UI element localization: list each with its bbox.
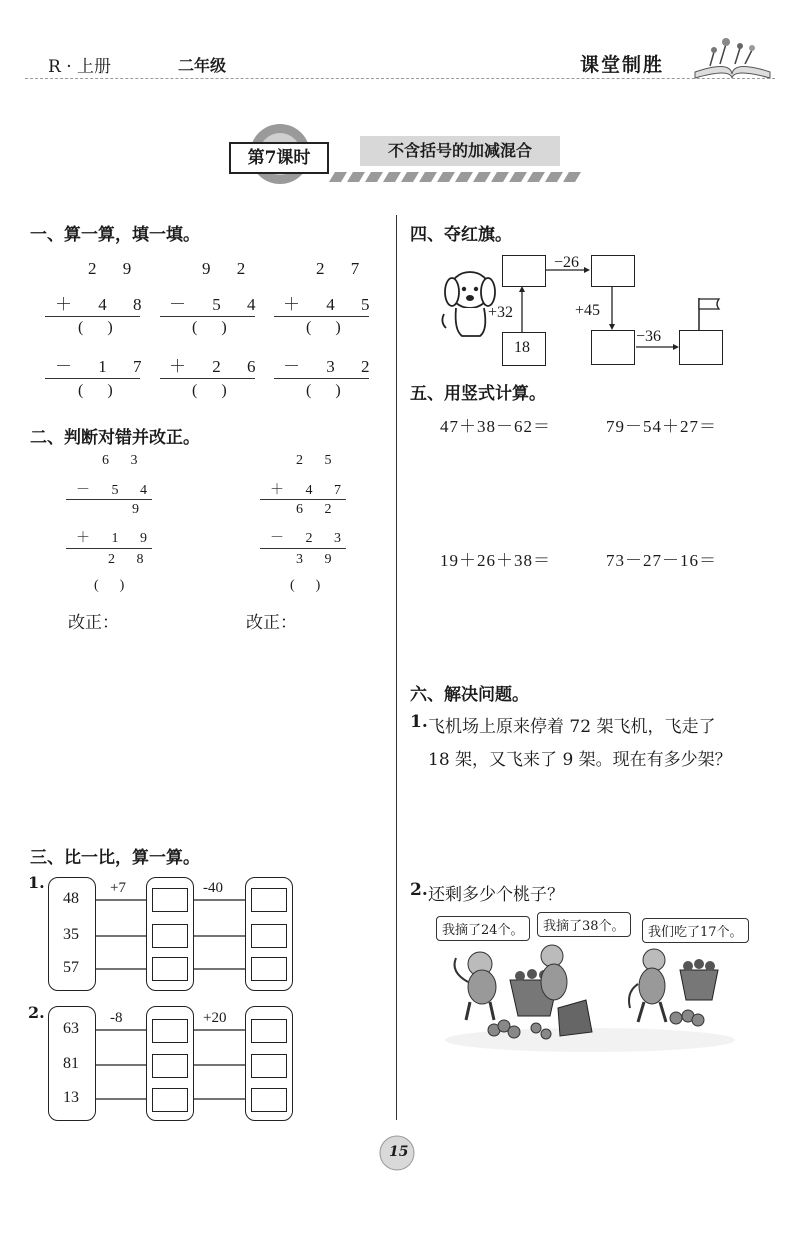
- page-number: 15: [389, 1144, 409, 1160]
- s3-p2-end-box-3[interactable]: [251, 1088, 287, 1112]
- s2-a-row1: 6 3: [102, 453, 147, 468]
- s1-p1-line1: [45, 316, 140, 317]
- column-divider: [396, 215, 397, 1120]
- s2-a-judgement: ( ): [94, 578, 125, 593]
- lesson-number: 第7课时: [229, 142, 329, 174]
- speech-bubble-3: 我们吃了17个。: [642, 918, 749, 943]
- s2-b-row1: 2 5: [296, 453, 341, 468]
- s6-q2-text: 还剩多少个桃子？: [428, 885, 564, 905]
- s4-op-down: +45: [575, 302, 601, 319]
- s1-p1-answer2: ( ): [78, 382, 113, 399]
- s2-a-row3: 9: [132, 502, 148, 517]
- s1-p1-line2: [45, 378, 140, 379]
- s3-p2-mid-box-2[interactable]: [152, 1054, 188, 1078]
- header-brand: 课堂制胜: [580, 54, 665, 76]
- s1-p2-op1: － 5 4: [169, 295, 267, 314]
- s1-p2-top: 9 2: [202, 259, 257, 278]
- section-4-title: 四、夺红旗。: [410, 225, 512, 245]
- s6-q1-line2: 18 架，又飞来了 9 架。现在有多少架？: [428, 750, 732, 770]
- s4-op-right1: −26: [554, 254, 580, 271]
- s1-p3-answer1: ( ): [306, 319, 341, 336]
- s3-p1-end-box-2[interactable]: [251, 924, 287, 948]
- section-3-title: 三、比一比，算一算。: [30, 848, 200, 868]
- s1-p3-top: 2 7: [316, 259, 371, 278]
- open-book-logo-icon: [690, 30, 775, 80]
- s4-start-value: 18: [514, 339, 530, 356]
- s2-b-row3: 6 2: [296, 502, 341, 517]
- s3-p1-num-1: 48: [63, 890, 79, 907]
- s3-p2-op2: +20: [203, 1010, 227, 1026]
- s3-p2-label: 2.: [28, 1003, 45, 1022]
- s2-b-row4: － 2 3: [270, 531, 350, 546]
- s1-p1-op1: ＋ 4 8: [55, 295, 153, 314]
- s1-p2-line1: [160, 316, 255, 317]
- s6-q2-number: 2.: [410, 880, 428, 900]
- lesson-topic: 不含括号的加减混合: [360, 136, 560, 166]
- s5-expr-2: 79－54＋27＝: [606, 417, 717, 436]
- s3-p1-num-2: 35: [63, 926, 79, 943]
- s2-b-line1: [260, 499, 346, 500]
- s1-p1-op2: － 1 7: [55, 357, 153, 376]
- red-flag-icon: [693, 296, 723, 332]
- s2-a-row2: － 5 4: [76, 483, 156, 498]
- s3-p2-num-2: 81: [63, 1055, 79, 1072]
- section-1-title: 一、算一算，填一填。: [30, 225, 200, 245]
- s3-p1-op2: -40: [203, 880, 223, 896]
- speech-bubble-1: 我摘了24个。: [436, 916, 530, 941]
- s1-p2-answer1: ( ): [192, 319, 227, 336]
- monkeys-with-peaches-illustration: [440, 942, 740, 1054]
- s3-p2-num-1: 63: [63, 1020, 79, 1037]
- s4-op-up: +32: [488, 304, 514, 321]
- header-edition: R · 上册: [48, 57, 112, 77]
- s4-op-right2: −36: [636, 328, 662, 345]
- s6-q1-number: 1.: [410, 712, 428, 732]
- s4-box-c[interactable]: [591, 330, 635, 365]
- s3-p1-end-box-3[interactable]: [251, 957, 287, 981]
- s1-p2-line2: [160, 378, 255, 379]
- s1-p2-answer2: ( ): [192, 382, 227, 399]
- s5-expr-3: 19＋26＋38＝: [440, 551, 551, 570]
- s3-p1-end-box-1[interactable]: [251, 888, 287, 912]
- s3-p1-mid-box-1[interactable]: [152, 888, 188, 912]
- s1-p3-op2: － 3 2: [283, 357, 381, 376]
- s4-box-d[interactable]: [679, 330, 723, 365]
- header-rule: [25, 78, 775, 79]
- speech-bubble-2: 我摘了38个。: [537, 912, 631, 937]
- section-2-title: 二、判断对错并改正。: [30, 428, 200, 448]
- s2-a-line2: [66, 548, 152, 549]
- s3-p2-mid-box-3[interactable]: [152, 1088, 188, 1112]
- s3-p1-mid-box-3[interactable]: [152, 957, 188, 981]
- s2-b-row5: 3 9: [296, 552, 341, 567]
- s3-p2-end-box-2[interactable]: [251, 1054, 287, 1078]
- s4-box-a[interactable]: [502, 255, 546, 287]
- s1-p3-line2: [274, 378, 369, 379]
- s2-a-fix-label: 改正：: [68, 613, 119, 633]
- s2-b-judgement: ( ): [290, 578, 321, 593]
- s3-p2-mid-box-1[interactable]: [152, 1019, 188, 1043]
- s5-expr-1: 47＋38－62＝: [440, 417, 551, 436]
- s3-p1-mid-box-2[interactable]: [152, 924, 188, 948]
- s1-p1-top: 2 9: [88, 259, 143, 278]
- s1-p1-answer1: ( ): [78, 319, 113, 336]
- section-5-title: 五、用竖式计算。: [410, 384, 546, 404]
- s2-a-row4: ＋ 1 9: [76, 531, 156, 546]
- s1-p2-op2: ＋ 2 6: [169, 357, 267, 376]
- s2-a-line1: [66, 499, 152, 500]
- s1-p3-answer2: ( ): [306, 382, 341, 399]
- s1-p3-op1: ＋ 4 5: [283, 295, 381, 314]
- s1-p3-line1: [274, 316, 369, 317]
- header-grade: 二年级: [178, 56, 227, 75]
- s2-b-row2: ＋ 4 7: [270, 483, 350, 498]
- s2-a-row5: 2 8: [108, 552, 153, 567]
- s4-box-b[interactable]: [591, 255, 635, 287]
- s3-p1-op1: +7: [110, 880, 126, 896]
- s3-p1-label: 1.: [28, 873, 45, 892]
- section-6-title: 六、解决问题。: [410, 685, 529, 705]
- s3-p2-num-3: 13: [63, 1089, 79, 1106]
- s2-b-line2: [260, 548, 346, 549]
- s3-p2-op1: -8: [110, 1010, 123, 1026]
- s3-p2-end-box-1[interactable]: [251, 1019, 287, 1043]
- s3-p1-num-3: 57: [63, 959, 79, 976]
- s6-q1-line1: 飞机场上原来停着 72 架飞机，飞走了: [428, 717, 716, 737]
- s2-b-fix-label: 改正：: [246, 613, 297, 633]
- s5-expr-4: 73－27－16＝: [606, 551, 717, 570]
